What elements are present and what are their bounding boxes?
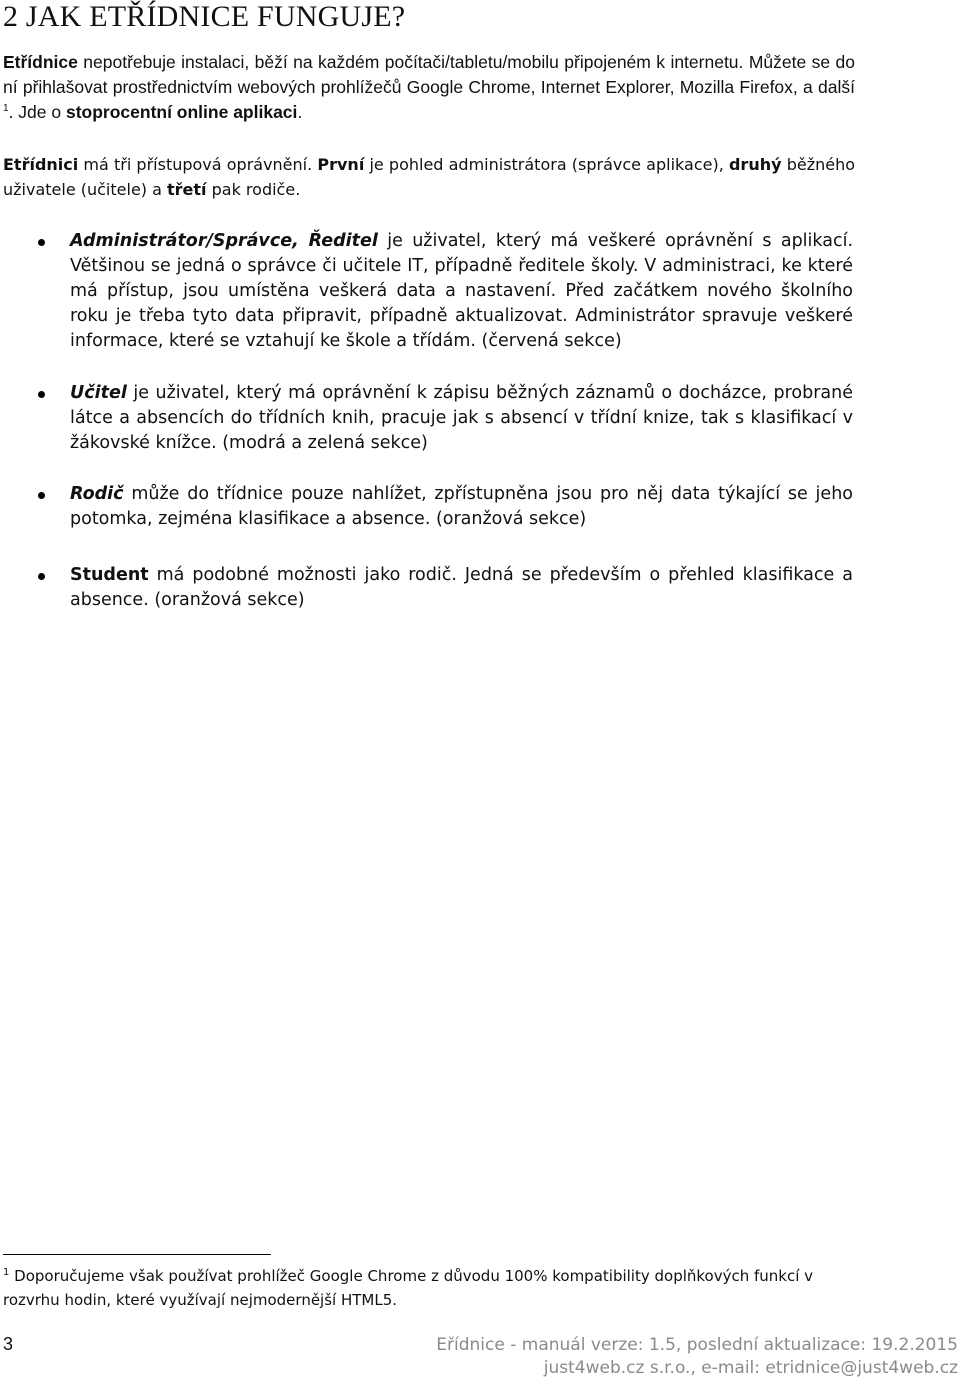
rights-text-3: běžného uživatele (učitele) a xyxy=(3,155,856,199)
footnote-mark: 1 xyxy=(3,1267,10,1278)
rights-text-1: má tři přístupová oprávnění. xyxy=(78,155,318,174)
footer-contact[interactable]: just4web.cz s.r.o., e-mail: etridnice@just4web.cz xyxy=(543,1358,958,1378)
page-number: 3 xyxy=(3,1334,14,1354)
bullet-icon xyxy=(38,492,45,499)
intro-bold-online: stoprocentní online aplikaci xyxy=(65,102,298,122)
page-heading: 2 JAK ETŘÍDNICE FUNGUJE? xyxy=(3,0,406,33)
role-admin-item xyxy=(70,229,853,354)
bullet-icon xyxy=(38,239,45,246)
bullet-icon xyxy=(38,573,45,580)
rights-bold-first: První xyxy=(317,155,365,174)
role-student-item xyxy=(70,563,853,613)
footnote-text: Doporučujeme však používat prohlížeč Google Chrome z důvodu 100% kompatibility doplňkových funkcí v rozvrhu hodin, které využívají nejmodernější HTML5. xyxy=(3,1267,814,1309)
footnote-ref[interactable]: 1 xyxy=(3,103,9,115)
role-admin-term: Administrátor/Správce, Ředitel xyxy=(70,231,378,251)
role-teacher-text: je uživatel, který má oprávnění k zápisu běžných záznamů o docházce, probrané látce a absencích do třídních knih, pracuje jak s absencí v třídní knize, tak s klasifikací v žákovské knížce. (modrá a zelená sekce) xyxy=(70,383,853,453)
footer-manual-info: Eřídnice - manuál verze: 1.5, poslední aktualizace: 19.2.2015 xyxy=(436,1335,958,1355)
page-footer xyxy=(436,1334,958,1380)
intro-text-1: nepotřebuje instalaci, běží na každém počítači/tabletu/mobilu připojeném k internetu. Můžete se do ní přihlašovat prostřednictvím webových prohlížečů Google Chrome, Internet Explorer, Mozilla Firefox, a další xyxy=(3,52,855,97)
role-parent-term: Rodič xyxy=(70,484,124,504)
intro-bold-name: Etřídnice xyxy=(3,52,78,72)
role-parent-text: může do třídnice pouze nahlížet, zpřístupněna jsou pro něj data týkající se jeho potomka, zejména klasifikace a absence. (oranžová sekce) xyxy=(70,484,853,529)
role-student-text: má podobné možnosti jako rodič. Jedná se především o přehled klasifikace a absence. (oranžová sekce) xyxy=(70,565,853,610)
footnote-divider xyxy=(3,1254,271,1255)
rights-bold-name: Etřídnici xyxy=(3,155,79,174)
bullet-icon xyxy=(38,391,45,398)
role-admin-text: je uživatel, který má veškeré oprávnění s aplikací. Většinou se jedná o správce či učitele IT, případně ředitele školy. V administraci, ke které má přístup, jsou umístěna veškerá data a nastavení. Před začátkem nového školního roku je třeba tyto data připravit, případně aktualizovat. Administrátor spravuje veškeré informace, které se vztahují ke škole a třídám. (červená sekce) xyxy=(70,231,854,351)
rights-bold-third: třetí xyxy=(167,180,207,199)
role-parent-item xyxy=(70,482,853,532)
rights-text-2: je pohled administrátora (správce aplikace), xyxy=(364,155,729,174)
rights-text-4: pak rodiče. xyxy=(206,180,301,199)
intro-text-3: . xyxy=(297,102,303,122)
rights-paragraph xyxy=(3,152,855,202)
intro-paragraph xyxy=(3,50,855,125)
role-teacher-term: Učitel xyxy=(70,383,127,403)
intro-text-2: . Jde o xyxy=(8,102,66,122)
footnote xyxy=(3,1264,855,1312)
role-teacher-item xyxy=(70,381,853,456)
rights-bold-second: druhý xyxy=(728,155,782,174)
role-student-term: Student xyxy=(70,565,149,585)
